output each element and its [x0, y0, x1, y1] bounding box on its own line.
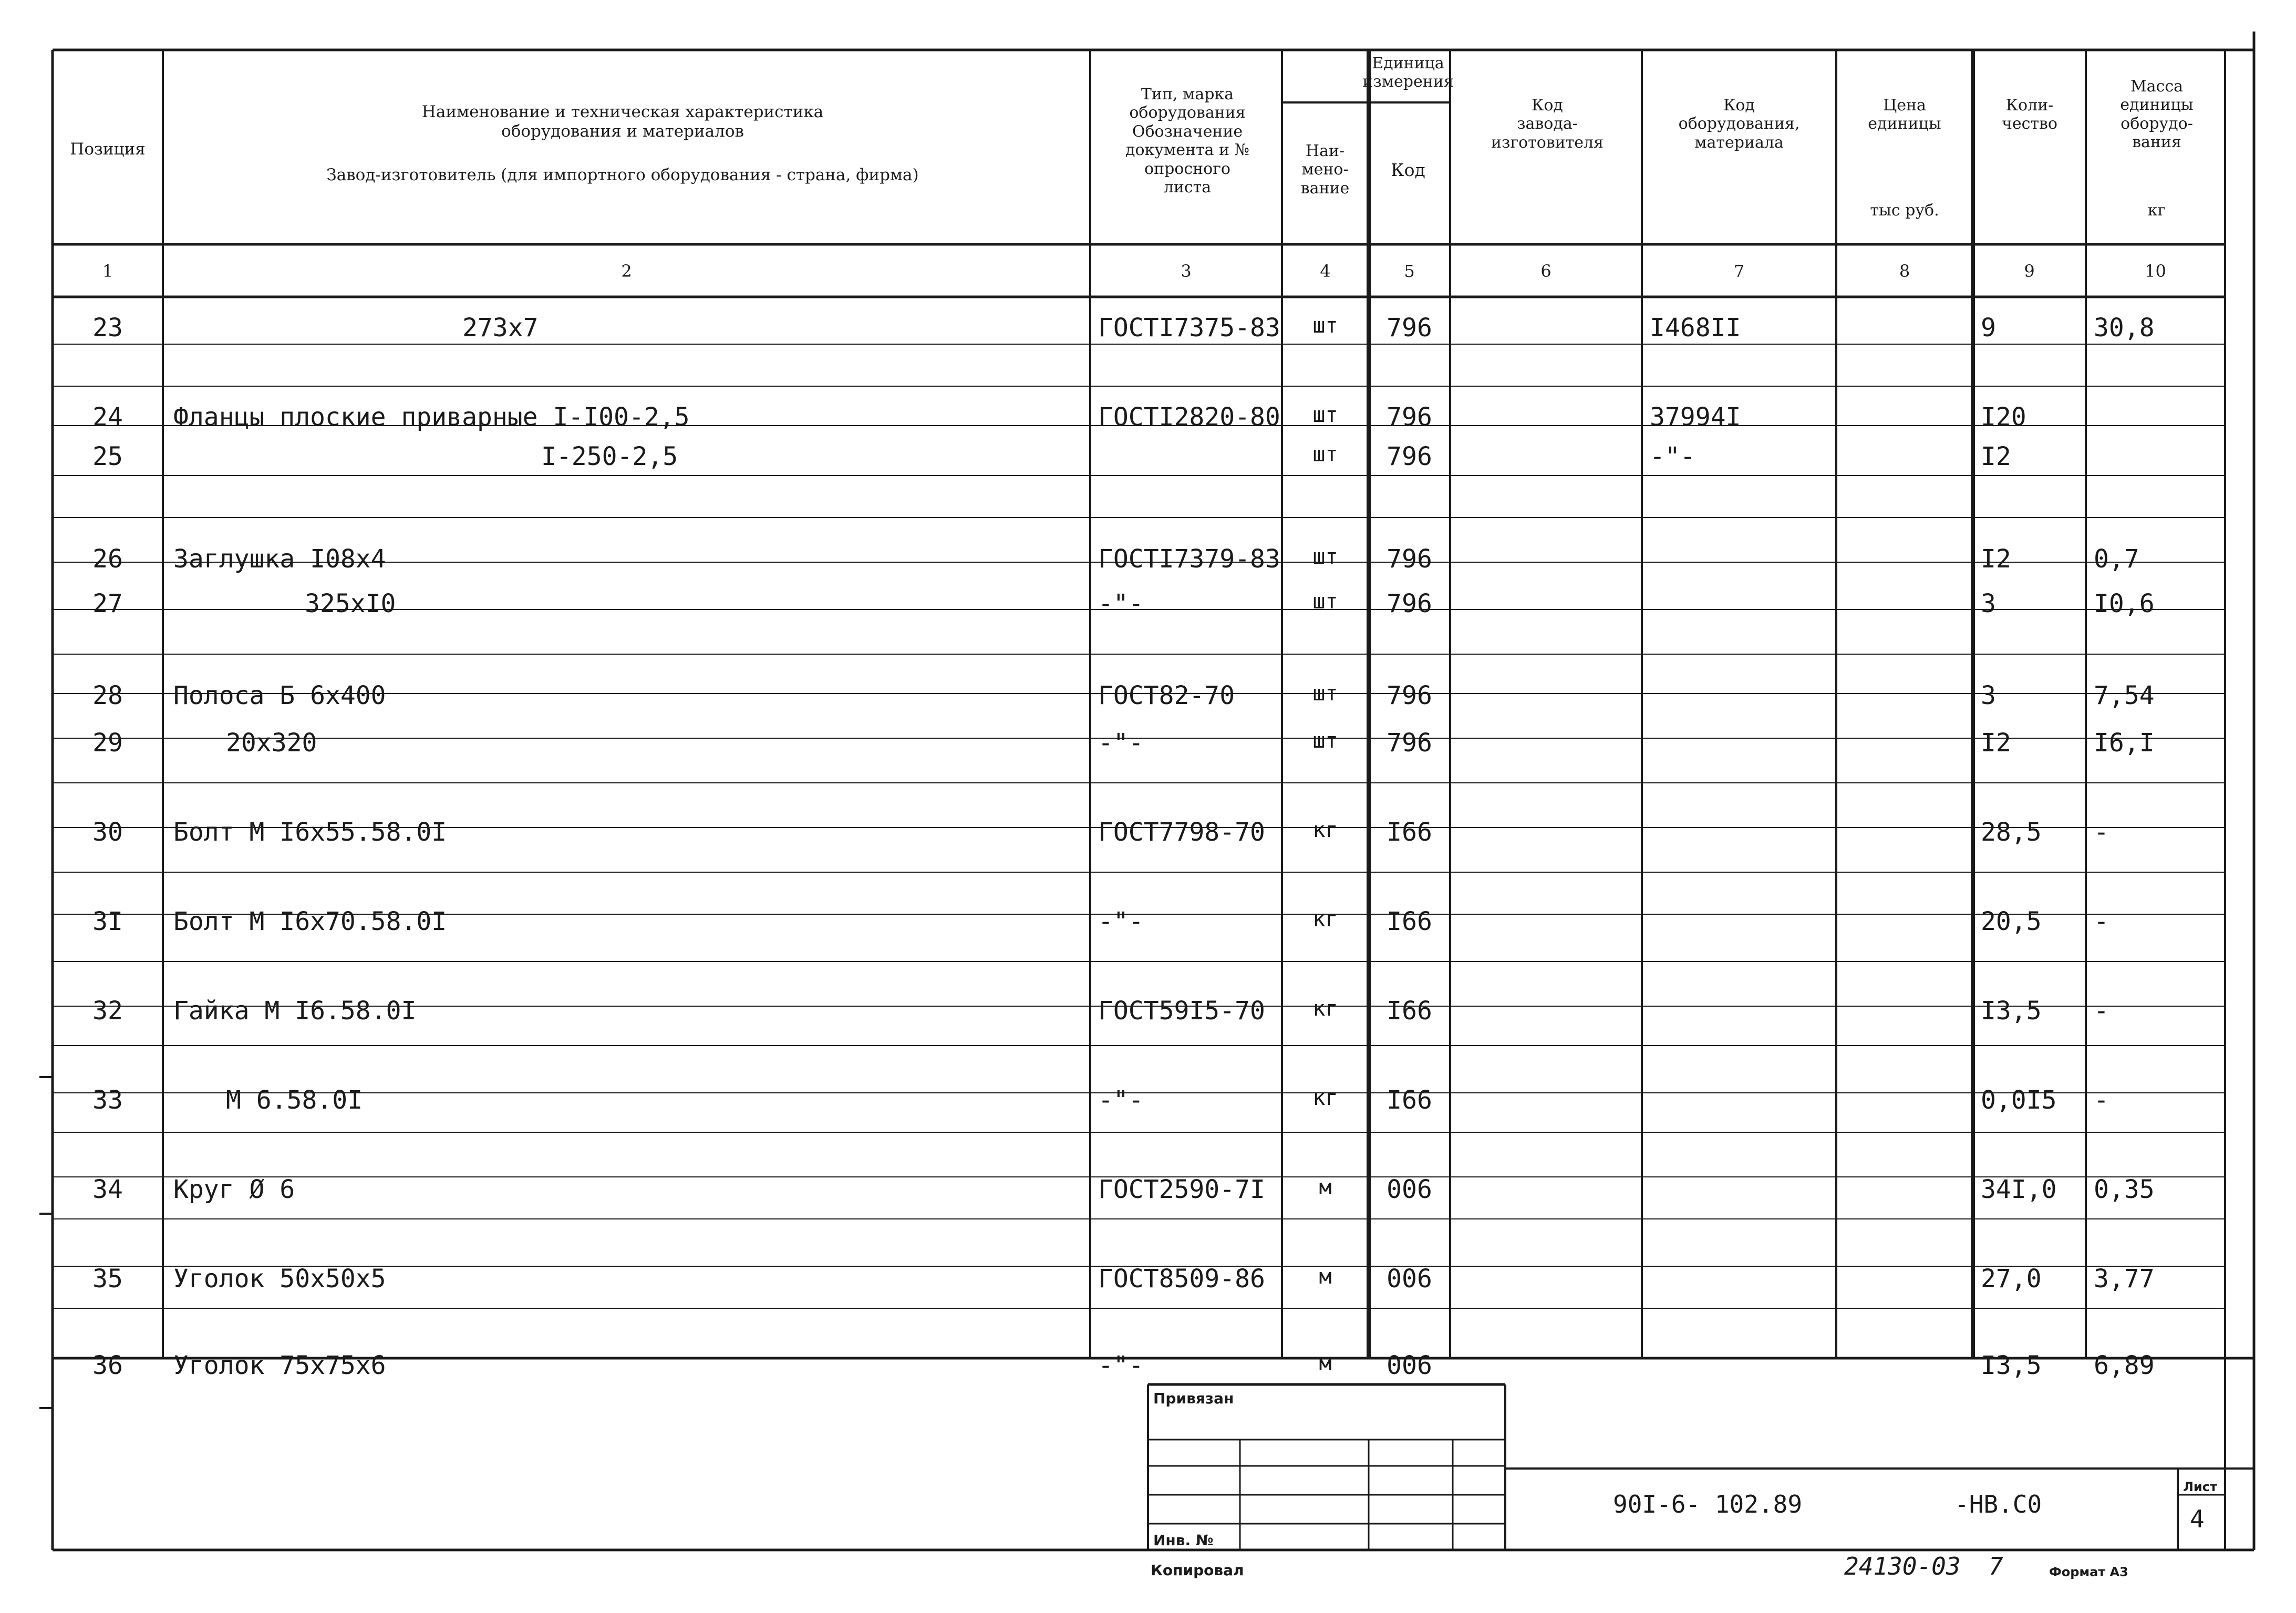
stamp-sheet-label: Лист — [2183, 1480, 2217, 1494]
cell-position: 26 — [92, 544, 123, 574]
cell-quantity: 34I,0 — [1981, 1175, 2057, 1204]
cell-mass: - — [2094, 907, 2109, 936]
cell-position: 35 — [92, 1264, 123, 1294]
cell-mass: - — [2094, 996, 2109, 1026]
cell-name: Болт М I6х55.58.0I — [173, 818, 447, 847]
cell-material-code: -"- — [1650, 442, 1695, 471]
cell-name: Уголок 50х50х5 — [173, 1264, 386, 1294]
cell-mass: - — [2094, 818, 2109, 847]
cell-document: -"- — [1098, 728, 1144, 758]
cell-quantity: 3 — [1981, 681, 1996, 710]
footer-number: 24130-03 — [1844, 1552, 1961, 1580]
cell-quantity: I2 — [1981, 544, 2011, 574]
cell-document: ГОСТ7798-70 — [1098, 818, 1265, 847]
column-number: 1 — [102, 261, 113, 281]
cell-unit-code: I66 — [1387, 818, 1432, 847]
cell-unit-code: 796 — [1387, 728, 1432, 758]
header-unit-group: Единица измерения — [1362, 54, 1454, 91]
stamp-inventory: Инв. № — [1153, 1532, 1214, 1549]
cell-quantity: 0,0I5 — [1981, 1085, 2057, 1115]
cell-name: 325хI0 — [305, 589, 396, 618]
header-manufacturer: Завод-изготовитель (для импортного оборудования - страна, фирма) — [326, 166, 919, 184]
header-type-doc: Тип, марка оборудования Обозначение документа и № опросного листа — [1125, 85, 1249, 197]
header-mass-unit: кг — [2147, 201, 2166, 220]
cell-position: 24 — [92, 402, 123, 432]
cell-quantity: 9 — [1981, 313, 1996, 343]
cell-position: 27 — [92, 589, 123, 618]
cell-unit-name: кг — [1312, 907, 1338, 932]
cell-position: 3I — [92, 907, 123, 936]
cell-position: 36 — [92, 1351, 123, 1380]
cell-quantity: 27,0 — [1981, 1264, 2042, 1294]
cell-unit-code: 796 — [1387, 442, 1432, 471]
cell-unit-name: м — [1319, 1175, 1332, 1200]
cell-quantity: I3,5 — [1981, 1351, 2042, 1380]
cell-unit-name: м — [1319, 1351, 1332, 1376]
cell-name: 20х320 — [226, 728, 317, 758]
cell-quantity: 3 — [1981, 589, 1996, 618]
cell-document: -"- — [1098, 589, 1144, 618]
cell-name: I-250-2,5 — [541, 442, 678, 471]
stamp-sheet-number: 4 — [2190, 1505, 2205, 1533]
cell-mass: I0,6 — [2094, 589, 2155, 618]
column-number: 5 — [1404, 261, 1415, 281]
cell-unit-name: шт — [1312, 590, 1338, 614]
cell-document: ГОСТI2820-80 — [1098, 402, 1280, 432]
cell-unit-code: 796 — [1387, 313, 1432, 343]
cell-unit-code: I66 — [1387, 1085, 1432, 1115]
cell-position: 28 — [92, 681, 123, 710]
header-price-unit: тыс руб. — [1870, 201, 1939, 220]
column-number: 10 — [2145, 261, 2166, 281]
column-number: 4 — [1320, 261, 1331, 281]
cell-position: 34 — [92, 1175, 123, 1204]
cell-unit-code: 006 — [1387, 1175, 1432, 1204]
cell-document: -"- — [1098, 1351, 1144, 1380]
column-number: 3 — [1181, 261, 1192, 281]
cell-unit-name: шт — [1312, 681, 1338, 706]
cell-unit-name: шт — [1312, 403, 1338, 427]
cell-unit-name: кг — [1312, 818, 1338, 842]
cell-name: 273х7 — [462, 313, 539, 343]
cell-mass: 30,8 — [2094, 313, 2155, 343]
cell-quantity: I2 — [1981, 442, 2011, 471]
cell-name: Заглушка I08х4 — [173, 544, 386, 574]
header-unit-name: Наи- мено- вание — [1300, 142, 1350, 198]
header-mass: Масса единицы оборудо- вания — [2120, 77, 2194, 152]
cell-mass: 0,7 — [2094, 544, 2139, 574]
cell-material-code: 37994I — [1650, 402, 1741, 432]
header-material-code: Код оборудования, материала — [1678, 96, 1800, 152]
stamp-designation: 90I-6- 102.89 — [1613, 1490, 1803, 1518]
cell-document: ГОСТI7375-83 — [1098, 313, 1280, 343]
cell-unit-name: кг — [1312, 1086, 1338, 1110]
column-number: 8 — [1899, 261, 1910, 281]
header-unit-price: Цена единицы — [1868, 96, 1941, 133]
stamp-document-code: -НВ.С0 — [1954, 1490, 2042, 1518]
cell-quantity: I2 — [1981, 728, 2011, 758]
cell-name: Фланцы плоские приварные I-I00-2,5 — [173, 402, 690, 432]
cell-position: 29 — [92, 728, 123, 758]
cell-unit-code: 796 — [1387, 681, 1432, 710]
cell-unit-name: шт — [1312, 545, 1338, 569]
cell-document: ГОСТ82-70 — [1098, 681, 1235, 710]
cell-document: ГОСТ8509-86 — [1098, 1264, 1265, 1294]
column-number: 7 — [1733, 261, 1745, 281]
cell-unit-name: кг — [1312, 997, 1338, 1021]
footer-sub: 7 — [1989, 1552, 2003, 1580]
cell-mass: - — [2094, 1085, 2109, 1115]
cell-quantity: I20 — [1981, 402, 2026, 432]
cell-position: 33 — [92, 1085, 123, 1115]
column-number: 6 — [1540, 261, 1552, 281]
header-manufacturer-code: Код завода- изготовителя — [1491, 96, 1604, 152]
cell-position: 30 — [92, 818, 123, 847]
cell-quantity: I3,5 — [1981, 996, 2042, 1026]
cell-name: Болт М I6х70.58.0I — [173, 907, 447, 936]
cell-document: -"- — [1098, 1085, 1144, 1115]
column-number: 2 — [621, 261, 632, 281]
cell-unit-code: 006 — [1387, 1264, 1432, 1294]
cell-document: ГОСТ2590-7I — [1098, 1175, 1265, 1204]
cell-name: Круг Ø 6 — [173, 1175, 295, 1204]
cell-document: ГОСТ59I5-70 — [1098, 996, 1265, 1026]
cell-unit-name: шт — [1312, 442, 1338, 467]
footer-copied: Копировал — [1151, 1562, 1244, 1579]
cell-name: Гайка М I6.58.0I — [173, 996, 417, 1026]
cell-name: М 6.58.0I — [226, 1085, 363, 1115]
cell-mass: 3,77 — [2094, 1264, 2155, 1294]
cell-position: 25 — [92, 442, 123, 471]
cell-unit-name: шт — [1312, 729, 1338, 753]
cell-document: ГОСТI7379-83 — [1098, 544, 1280, 574]
footer-format: Формат А3 — [2049, 1565, 2128, 1579]
cell-position: 32 — [92, 996, 123, 1026]
cell-mass: 7,54 — [2094, 681, 2155, 710]
stamp-privyazan: Привязан — [1153, 1390, 1234, 1407]
cell-name: Уголок 75х75х6 — [173, 1351, 386, 1380]
cell-name: Полоса Б 6х400 — [173, 681, 386, 710]
cell-document: -"- — [1098, 907, 1144, 936]
header-position: Позиция — [70, 140, 146, 159]
cell-unit-code: I66 — [1387, 996, 1432, 1026]
cell-mass: 0,35 — [2094, 1175, 2155, 1204]
cell-unit-code: 006 — [1387, 1351, 1432, 1380]
header-quantity: Коли- чество — [2002, 96, 2057, 133]
cell-quantity: 20,5 — [1981, 907, 2042, 936]
cell-quantity: 28,5 — [1981, 818, 2042, 847]
cell-unit-code: I66 — [1387, 907, 1432, 936]
cell-mass: I6,I — [2094, 728, 2155, 758]
cell-unit-name: шт — [1312, 314, 1338, 338]
cell-material-code: I468II — [1650, 313, 1741, 343]
cell-unit-code: 796 — [1387, 544, 1432, 574]
column-number: 9 — [2024, 261, 2035, 281]
header-name: Наименование и техническая характеристика оборудования и материалов — [421, 102, 824, 141]
cell-unit-name: м — [1319, 1265, 1332, 1289]
cell-mass: 6,89 — [2094, 1351, 2155, 1380]
header-unit-code: Код — [1391, 160, 1425, 180]
cell-unit-code: 796 — [1387, 402, 1432, 432]
cell-unit-code: 796 — [1387, 589, 1432, 618]
cell-position: 23 — [92, 313, 123, 343]
